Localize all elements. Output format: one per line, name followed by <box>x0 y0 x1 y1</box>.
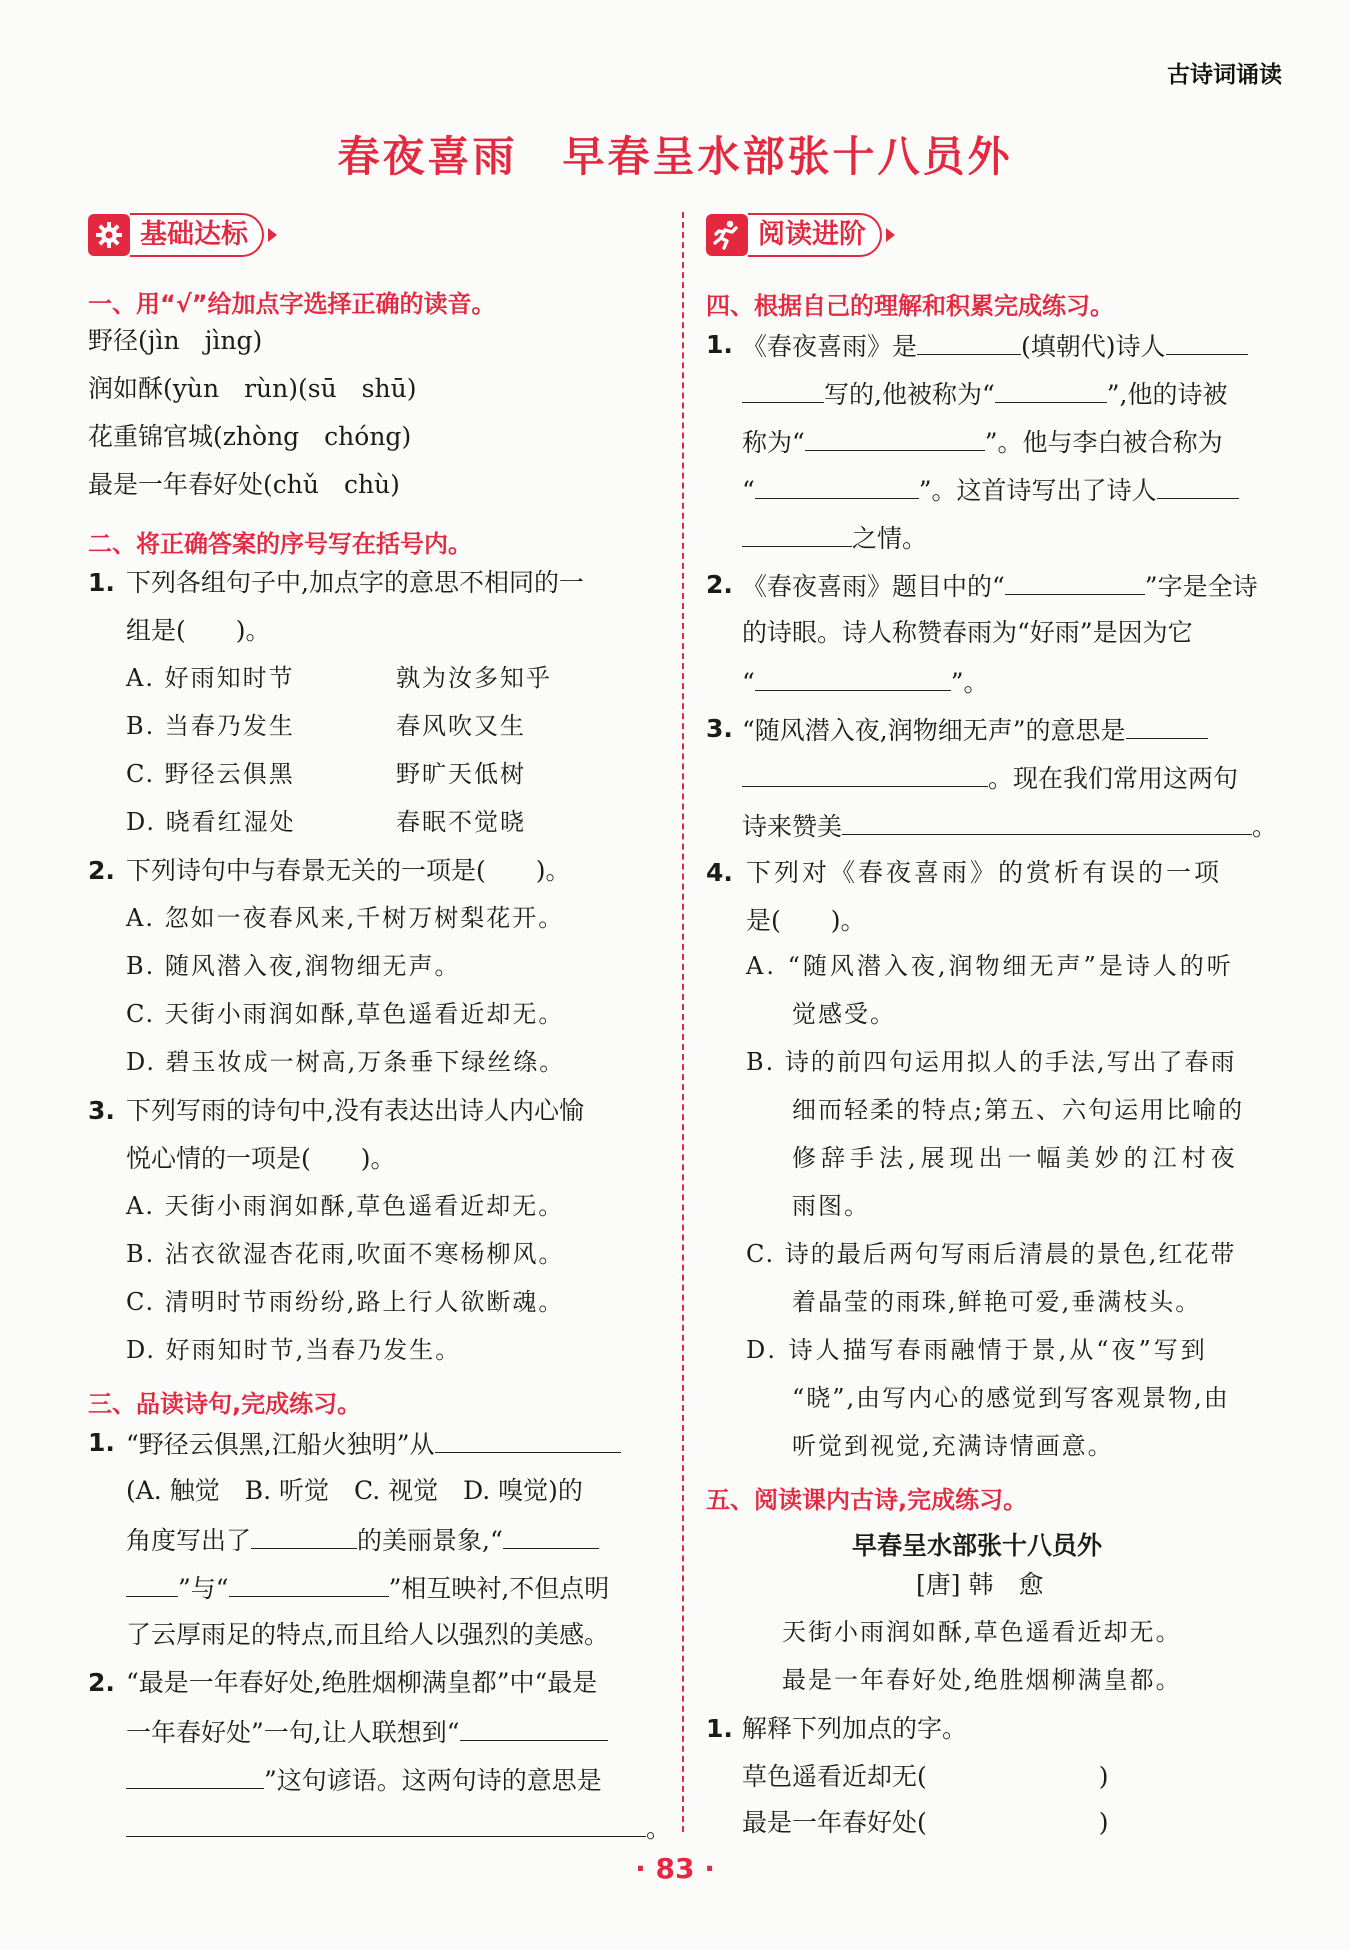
section-heading: 二、将正确答案的序号写在括号内。 <box>88 530 472 558</box>
poem-author: [唐] 韩 愈 <box>916 1570 1044 1599</box>
question-number: 1. <box>88 568 115 597</box>
question-text: 下列各组句子中,加点字的意思不相同的一 <box>126 568 584 597</box>
option: 雨图。 <box>792 1192 870 1220</box>
answer-blank[interactable] <box>1157 476 1239 499</box>
question-number: 1. <box>88 1428 115 1457</box>
question-number: 3. <box>88 1096 115 1125</box>
option: A. 忽如一夜春风来,千树万树梨花开。 <box>126 904 565 932</box>
question-text: 。 <box>126 1814 671 1841</box>
badge-advanced <box>706 214 895 256</box>
option: D. 晓看红湿处 <box>126 808 296 836</box>
option: D. 碧玉妆成一树高,万条垂下绿丝绦。 <box>126 1048 566 1076</box>
question-text: 写的,他被称为“ ”,他的诗被 <box>742 380 1227 407</box>
option: B. 随风潜入夜,润物细无声。 <box>126 952 461 980</box>
badge-label: 阅读进阶 <box>748 213 882 257</box>
answer-blank[interactable] <box>742 764 988 787</box>
option: A. 好雨知时节 <box>126 664 295 692</box>
answer-blank[interactable] <box>1126 716 1208 739</box>
option: 觉感受。 <box>792 1000 896 1028</box>
option: 春风吹又生 <box>396 712 526 740</box>
question-number: 1. <box>706 1714 733 1743</box>
option: 孰为汝多知乎 <box>396 664 552 692</box>
answer-blank[interactable] <box>995 380 1107 403</box>
option: D. 诗人描写春雨融情于景,从“夜”写到 <box>746 1336 1208 1364</box>
question-text: “最是一年春好处,绝胜烟柳满皇都”中“最是 <box>126 1668 598 1697</box>
option: C. 诗的最后两句写雨后清晨的景色,红花带 <box>746 1240 1237 1268</box>
question-text: 称为“ ”。他与李白被合称为 <box>742 428 1223 457</box>
pinyin-item: 花重锦官城(zhòng chóng) <box>88 422 412 451</box>
question-text: 一年春好处”一句,让人联想到“ <box>126 1718 608 1745</box>
badge-label: 基础达标 <box>130 213 264 257</box>
arrow-icon <box>268 228 277 242</box>
question-text: “ ”。这首诗写出了诗人 <box>742 476 1239 503</box>
poem-line: 最是一年春好处,绝胜烟柳满皇都。 <box>782 1666 1182 1694</box>
arrow-icon <box>886 228 895 242</box>
question-text: “随风潜入夜,润物细无声”的意思是 <box>742 716 1208 743</box>
answer-blank[interactable] <box>229 1574 389 1597</box>
answer-blank[interactable] <box>126 1574 178 1597</box>
option: A. 天街小雨润如酥,草色遥看近却无。 <box>126 1192 565 1220</box>
running-header: 古诗词诵读 <box>1167 62 1282 88</box>
section-heading: 四、根据自己的理解和积累完成练习。 <box>706 292 1114 320</box>
option: “晓”,由写内心的感觉到写客观景物,由 <box>792 1384 1230 1412</box>
question-number: 1. <box>706 330 733 359</box>
column-divider <box>682 212 684 1832</box>
answer-blank[interactable] <box>1166 332 1248 355</box>
question-text: 是( )。 <box>746 906 866 935</box>
option: C. 野径云俱黑 <box>126 760 295 788</box>
pinyin-item: 最是一年春好处(chǔ chù) <box>88 470 400 499</box>
poem-line: 天街小雨润如酥,草色遥看近却无。 <box>782 1618 1182 1646</box>
question-number: 2. <box>88 856 115 885</box>
answer-blank[interactable] <box>917 332 1021 355</box>
running-person-icon <box>706 214 748 256</box>
answer-blank[interactable] <box>842 812 1252 835</box>
option: C. 天街小雨润如酥,草色遥看近却无。 <box>126 1000 565 1028</box>
pinyin-item: 润如酥(yùn rùn)(sū shū) <box>88 374 417 403</box>
page-title: 春夜喜雨 早春呈水部张十八员外 <box>337 132 1013 181</box>
question-text: 最是一年春好处( ) <box>742 1808 1109 1837</box>
answer-blank[interactable] <box>126 1814 646 1837</box>
answer-blank[interactable] <box>1005 572 1145 595</box>
section-heading: 三、品读诗句,完成练习。 <box>88 1390 362 1418</box>
question-text: 之情。 <box>742 524 927 551</box>
option: 细而轻柔的特点;第五、六句运用比喻的 <box>792 1096 1245 1124</box>
answer-blank[interactable] <box>126 1766 264 1789</box>
badge-basic <box>88 214 277 256</box>
question-text: ”这句谚语。这两句诗的意思是 <box>126 1766 602 1793</box>
option: B. 诗的前四句运用拟人的手法,写出了春雨 <box>746 1048 1237 1076</box>
question-text: 下列写雨的诗句中,没有表达出诗人内心愉 <box>126 1096 584 1125</box>
pinyin-item: 野径(jìn jìng) <box>88 326 263 355</box>
answer-blank[interactable] <box>755 668 951 691</box>
question-text: 了云厚雨足的特点,而且给人以强烈的美感。 <box>126 1620 609 1649</box>
answer-blank[interactable] <box>503 1526 599 1549</box>
question-text: ”与“ ”相互映衬,不但点明 <box>126 1574 609 1601</box>
option: A. “随风潜入夜,润物细无声”是诗人的听 <box>746 952 1234 980</box>
option: D. 好雨知时节,当春乃发生。 <box>126 1336 462 1364</box>
answer-blank[interactable] <box>460 1718 608 1741</box>
question-text: 诗来赞美 。 <box>742 812 1278 841</box>
poem-title: 早春呈水部张十八员外 <box>852 1531 1103 1560</box>
question-text: 《春夜喜雨》题目中的“ ”字是全诗 <box>742 572 1258 601</box>
question-text: 的诗眼。诗人称赞春雨为“好雨”是因为它 <box>742 618 1193 647</box>
page-number: · 83 · <box>635 1852 715 1885</box>
question-text: (A. 触觉 B. 听觉 C. 视觉 D. 嗅觉)的 <box>126 1476 583 1505</box>
question-number: 2. <box>88 1668 115 1697</box>
section-heading: 一、用“√”给加点字选择正确的读音。 <box>88 290 496 318</box>
option: C. 清明时节雨纷纷,路上行人欲断魂。 <box>126 1288 565 1316</box>
question-text: 下列诗句中与春景无关的一项是( )。 <box>126 856 571 885</box>
option: B. 当春乃发生 <box>126 712 295 740</box>
question-text: 下列对《春夜喜雨》的赏析有误的一项 <box>746 858 1223 887</box>
question-text: 组是( )。 <box>126 616 271 645</box>
question-text: 《春夜喜雨》是 (填朝代)诗人 <box>742 332 1248 359</box>
answer-blank[interactable] <box>742 380 824 403</box>
answer-blank[interactable] <box>251 1526 357 1549</box>
option: 着晶莹的雨珠,鲜艳可爱,垂满枝头。 <box>792 1288 1202 1316</box>
answer-blank[interactable] <box>435 1430 621 1453</box>
option: 春眠不觉晓 <box>396 808 526 836</box>
question-number: 2. <box>706 570 733 599</box>
question-text: 草色遥看近却无( ) <box>742 1762 1109 1791</box>
gear-icon <box>88 214 130 256</box>
option: 听觉到视觉,充满诗情画意。 <box>792 1432 1114 1460</box>
section-heading: 五、阅读课内古诗,完成练习。 <box>706 1486 1028 1514</box>
option: B. 沾衣欲湿杏花雨,吹面不寒杨柳风。 <box>126 1240 565 1268</box>
question-text: “野径云俱黑,江船火独明”从 <box>126 1430 621 1457</box>
question-text: 。现在我们常用这两句 <box>742 764 1238 791</box>
question-number: 3. <box>706 714 733 743</box>
question-number: 4. <box>706 858 733 887</box>
question-text: 解释下列加点的字。 <box>742 1714 968 1743</box>
option: 修辞手法,展现出一幅美妙的江村夜 <box>792 1144 1240 1172</box>
question-text: “ ”。 <box>742 668 989 697</box>
answer-blank[interactable] <box>755 476 919 499</box>
question-text: 角度写出了 的美丽景象,“ <box>126 1526 599 1553</box>
answer-blank[interactable] <box>742 524 852 547</box>
option: 野旷天低树 <box>396 760 526 788</box>
answer-blank[interactable] <box>805 428 985 451</box>
question-text: 悦心情的一项是( )。 <box>126 1144 396 1173</box>
